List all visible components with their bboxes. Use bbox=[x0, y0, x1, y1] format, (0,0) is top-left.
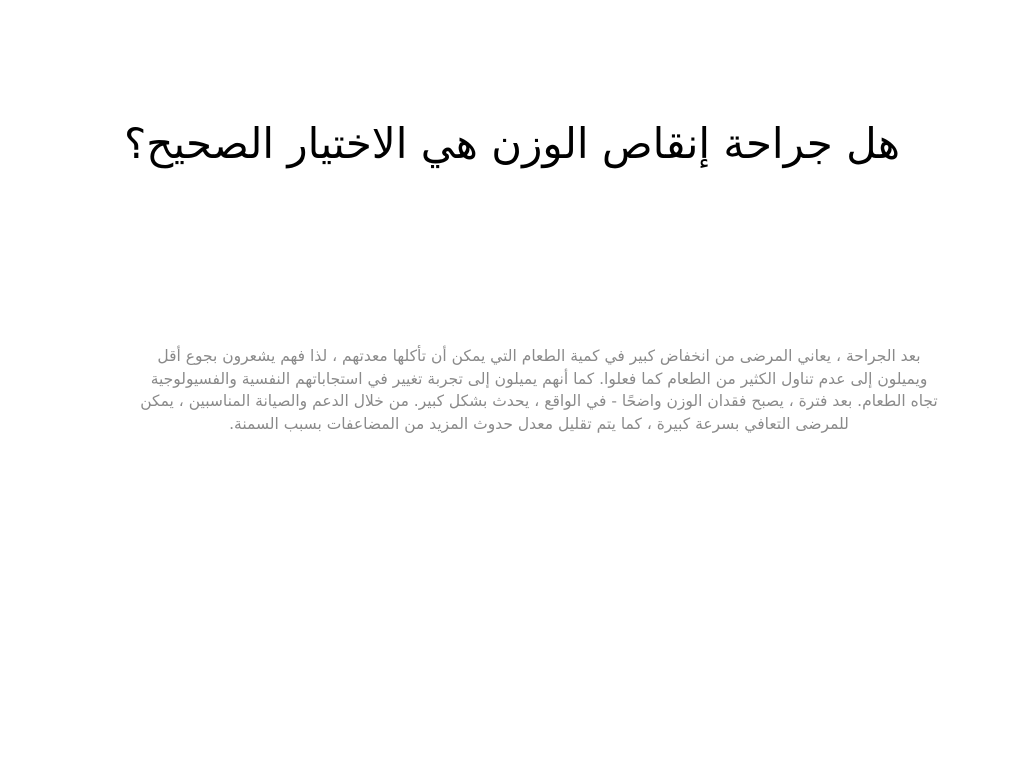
slide-body-text: بعد الجراحة ، يعاني المرضى من انخفاض كبير في كمية الطعام التي يمكن أن تأكلها معدتهم ، لذا فهم يشعرون بجوع أقل ويميلون إلى عدم تناول الكثير من الطعام كما فعلوا. كما أنهم يميلون إلى تجربة تغيير في استجاباتهم النفسية والفسيولوجية تجاه الطعام. بعد فترة ، يصبح فقدان الوزن واضحًا - في الواقع ، يحدث بشكل كبير. من خلال الدعم والصيانة المناسبين ، يمكن للمرضى التعافي بسرعة كبيرة ، كما يتم تقليل معدل حدوث المزيد من المضاعفات بسبب السمنة. bbox=[140, 347, 938, 433]
slide-title: هل جراحة إنقاص الوزن هي الاختيار الصحيح؟ bbox=[123, 119, 901, 168]
